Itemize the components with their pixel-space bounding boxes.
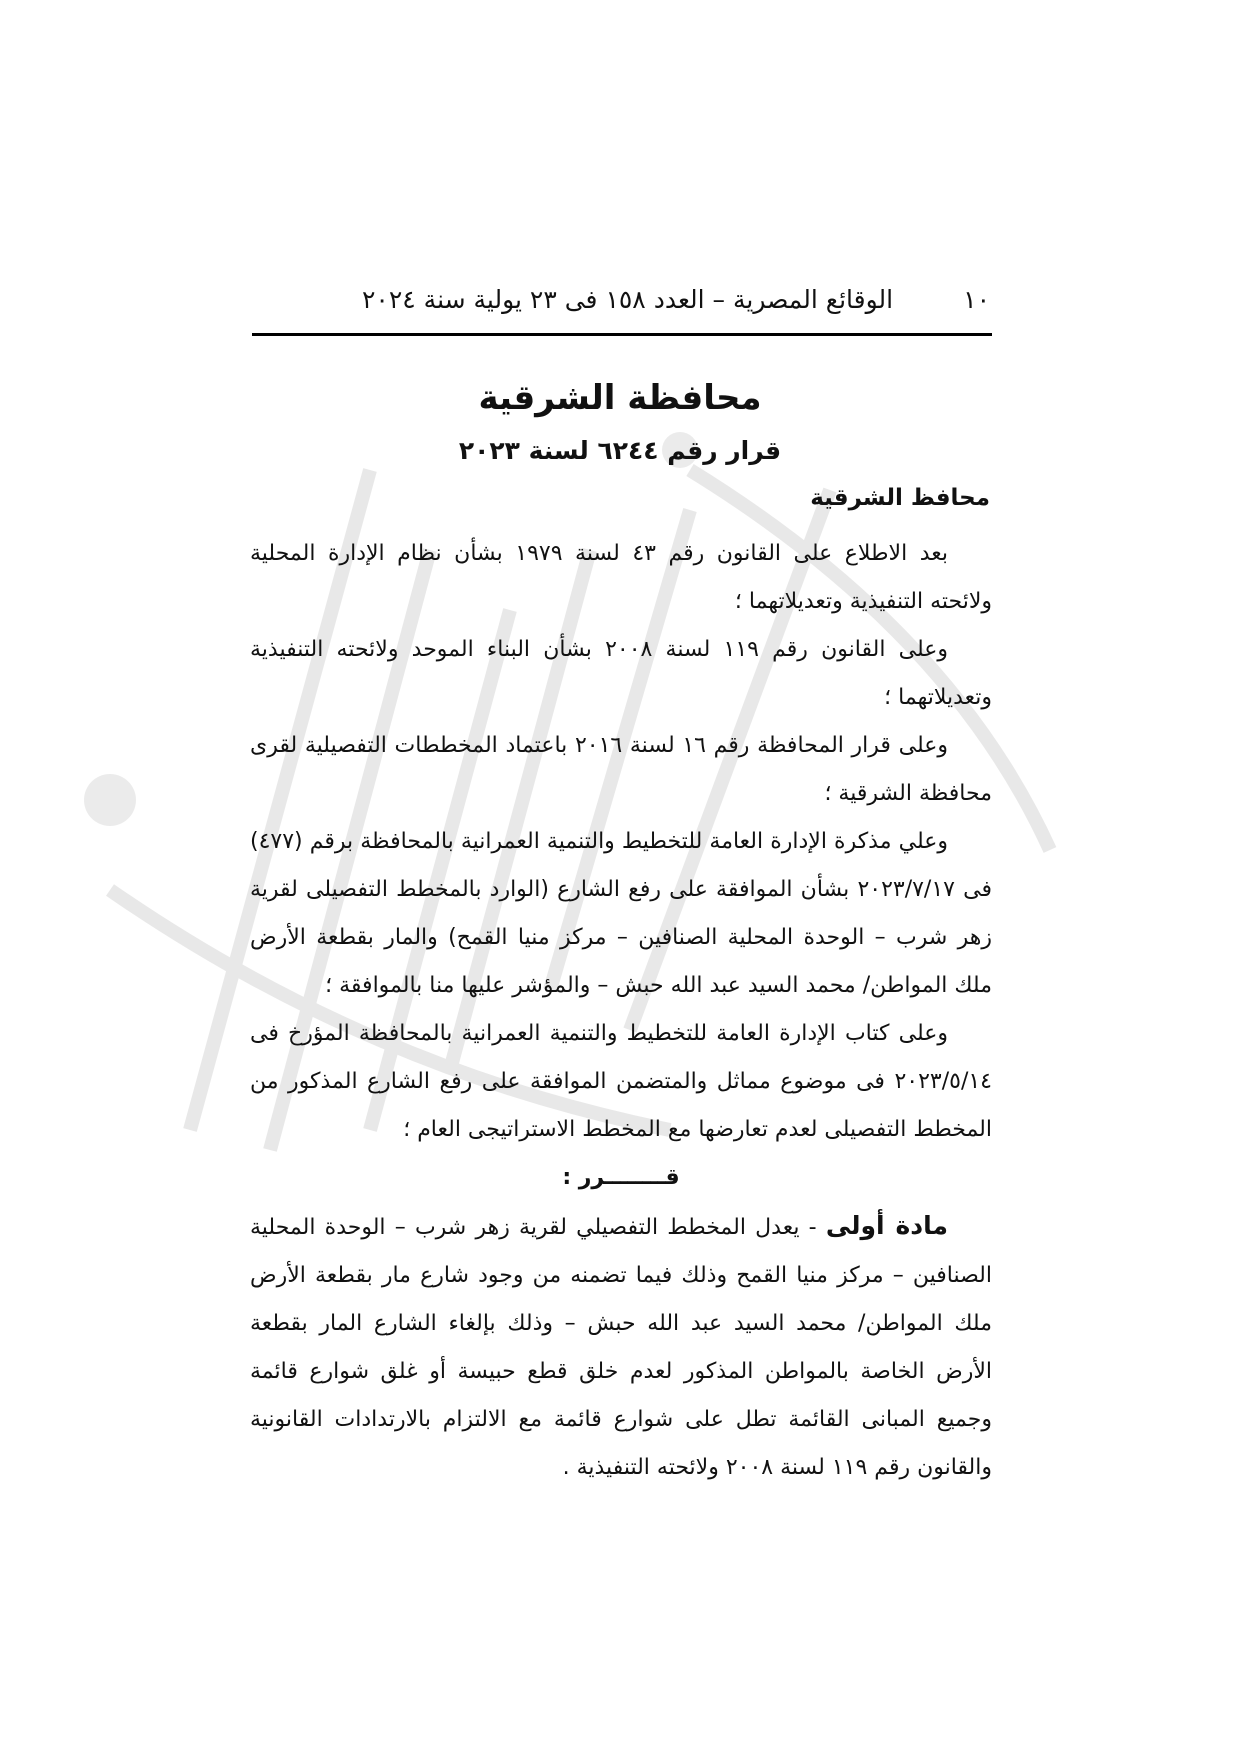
decree-title: قرار رقم ٦٢٤٤ لسنة ٢٠٢٣	[458, 436, 782, 465]
article-one	[250, 1202, 992, 1492]
paragraph-preamble-5: وعلى كتاب الإدارة العامة للتخطيط والتنمية العمرانية بالمحافظة المؤرخ فى ٢٠٢٣/٥/١٤ فى موضوع مماثل والمتضمن الموافقة على رفع الشارع المذكور من المخطط التفصيلى لعدم تعارضها مع المخطط الاستراتيجى العام ؛	[250, 1021, 992, 1142]
paragraph-preamble-3: وعلى قرار المحافظة رقم ١٦ لسنة ٢٠١٦ باعتماد المخططات التفصيلية لقرى محافظة الشرقية ؛	[250, 733, 992, 806]
article-one-text: - يعدل المخطط التفصيلي لقرية زهر شرب – الوحدة المحلية الصنافين – مركز منيا القمح وذلك فيما تضمنه من وجود شارع مار بقطعة الأرض ملك المواطن/ محمد السيد عبد الله حبش – وذلك بإلغاء الشارع المار بقطعة الأرض الخاصة بالمواطن المذكور لعدم خلق قطع حبيسة أو غلق شوارع قائمة وجميع المبانى القائمة تطل على شوارع قائمة مع الالتزام بالارتدادات القانونية والقانون رقم ١١٩ لسنة ٢٠٠٨ ولائحته التنفيذية .	[250, 1215, 992, 1480]
header-divider	[252, 333, 992, 336]
governor-heading: محافظ الشرقية	[810, 485, 990, 511]
governorate-title: محافظة الشرقية	[478, 378, 762, 418]
article-one-label: مادة أولى	[825, 1211, 948, 1240]
decree-body	[250, 530, 992, 1492]
paragraph-preamble-2: وعلى القانون رقم ١١٩ لسنة ٢٠٠٨ بشأن البناء الموحد ولائحته التنفيذية وتعديلاتهما ؛	[250, 637, 992, 710]
page-number: ١٠	[963, 285, 990, 314]
paragraph-preamble-1: بعد الاطلاع على القانون رقم ٤٣ لسنة ١٩٧٩ بشأن نظام الإدارة المحلية ولائحته التنفيذية وتعديلاتهما ؛	[250, 541, 992, 614]
page-header	[252, 285, 990, 325]
decided-label: قــــــــرر :	[562, 1165, 680, 1190]
paragraph-preamble-4: وعلي مذكرة الإدارة العامة للتخطيط والتنمية العمرانية بالمحافظة برقم (٤٧٧) فى ٢٠٢٣/٧/١٧ بشأن الموافقة على رفع الشارع (الوارد بالمخطط التفصيلى لقرية زهر شرب – الوحدة المحلية الصنافين – مركز منيا القمح) والمار بقطعة الأرض ملك المواطن/ محمد السيد عبد الله حبش – والمؤشر عليها منا بالموافقة ؛	[250, 829, 992, 998]
gazette-header-title: الوقائع المصرية – العدد ١٥٨ فى ٢٣ يولية سنة ٢٠٢٤	[362, 285, 894, 314]
